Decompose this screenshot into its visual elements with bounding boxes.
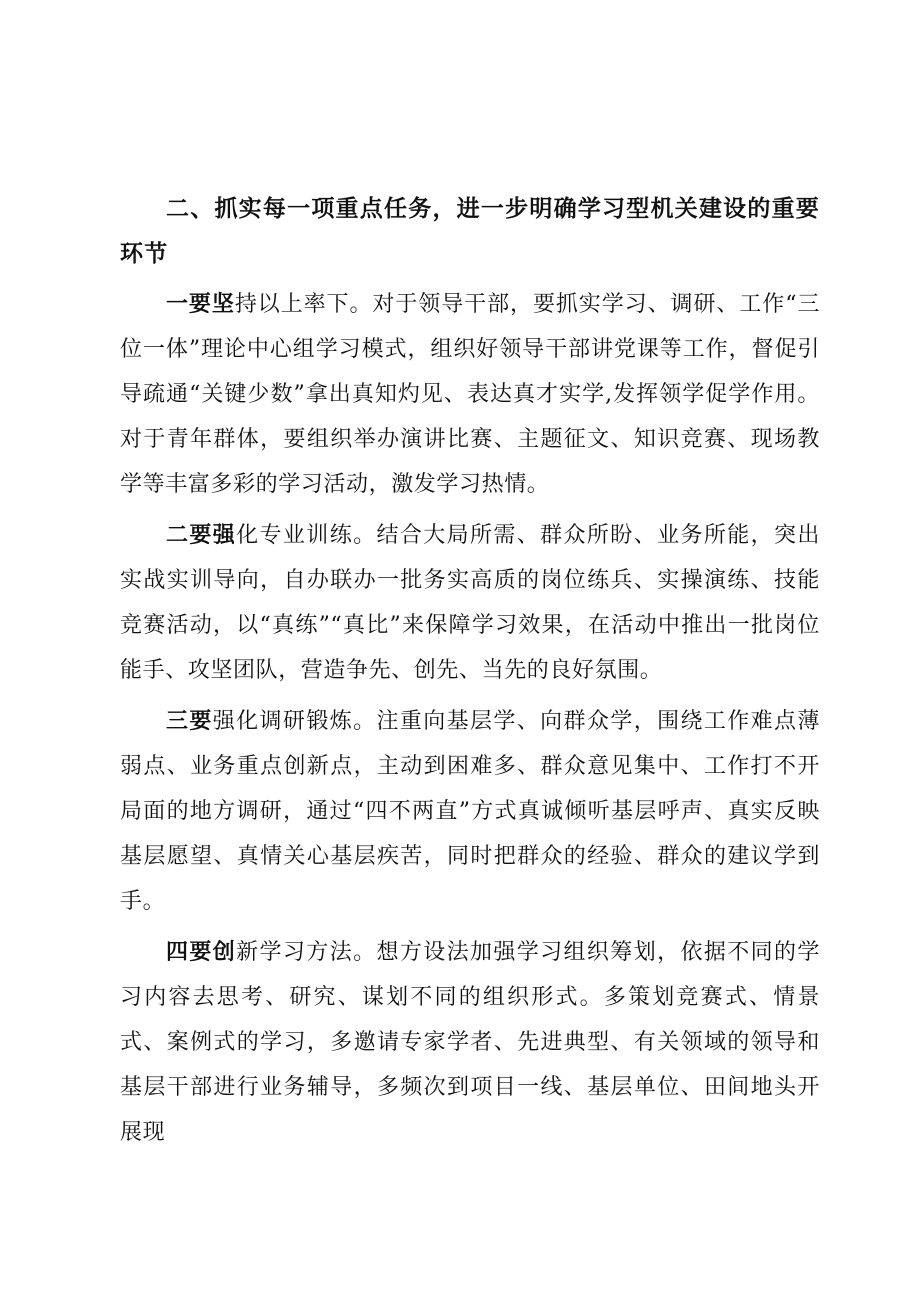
paragraph-3-text: 强化调研锻炼。注重向基层学、向群众学，围绕工作难点薄弱点、业务重点创新点，主动到困难多、群众意见集中、工作打不开局面的地方调研，通过“四不两直”方式真诚倾听基层呼声、真实反映基层愿望、真情关心基层疾苦，同时把群众的经验、群众的建议学到手。 [120, 709, 821, 914]
paragraph-1 [120, 282, 820, 507]
paragraph-4 [120, 930, 820, 1155]
section-heading: 二、抓实每一项重点任务，进一步明确学习型机关建设的重要环节 [120, 195, 820, 267]
paragraph-4-lead: 四要创 [166, 939, 237, 965]
document-body [120, 186, 820, 1155]
paragraph-4-text: 新学习方法。想方设法加强学习组织筹划，依据不同的学习内容去思考、研究、谋划不同的组织形式。多策划竞赛式、情景式、案例式的学习，多邀请专家学者、先进典型、有关领域的领导和基层干部进行业务辅导，多频次到项目一线、基层单位、田间地头开展现 [120, 940, 820, 1145]
paragraph-2-text: 化专业训练。结合大局所需、群众所盼、业务所能，突出实战实训导向，自办联办一批务实高质的岗位练兵、实操演练、技能竞赛活动，以“真练”“真比”来保障学习效果，在活动中推出一批岗位能手、攻坚团队，营造争先、创先、当先的良好氛围。 [120, 523, 820, 683]
paragraph-3-lead: 三要 [166, 708, 213, 734]
paragraph-1-lead: 一要坚 [166, 291, 235, 317]
paragraph-2 [120, 513, 820, 693]
paragraph-1-text: 持以上率下。对于领导干部，要抓实学习、调研、工作“三位一体”理论中心组学习模式，组织好领导干部讲党课等工作，督促引导疏通“关键少数”拿出真知灼见、表达真才实学,发挥领学促学作用。对于青年群体，要组织举办演讲比赛、主题征文、知识竞赛、现场教学等丰富多彩的学习活动，激发学习热情。 [120, 292, 820, 497]
paragraph-2-lead: 二要强 [166, 522, 237, 548]
paragraph-3 [120, 699, 820, 924]
